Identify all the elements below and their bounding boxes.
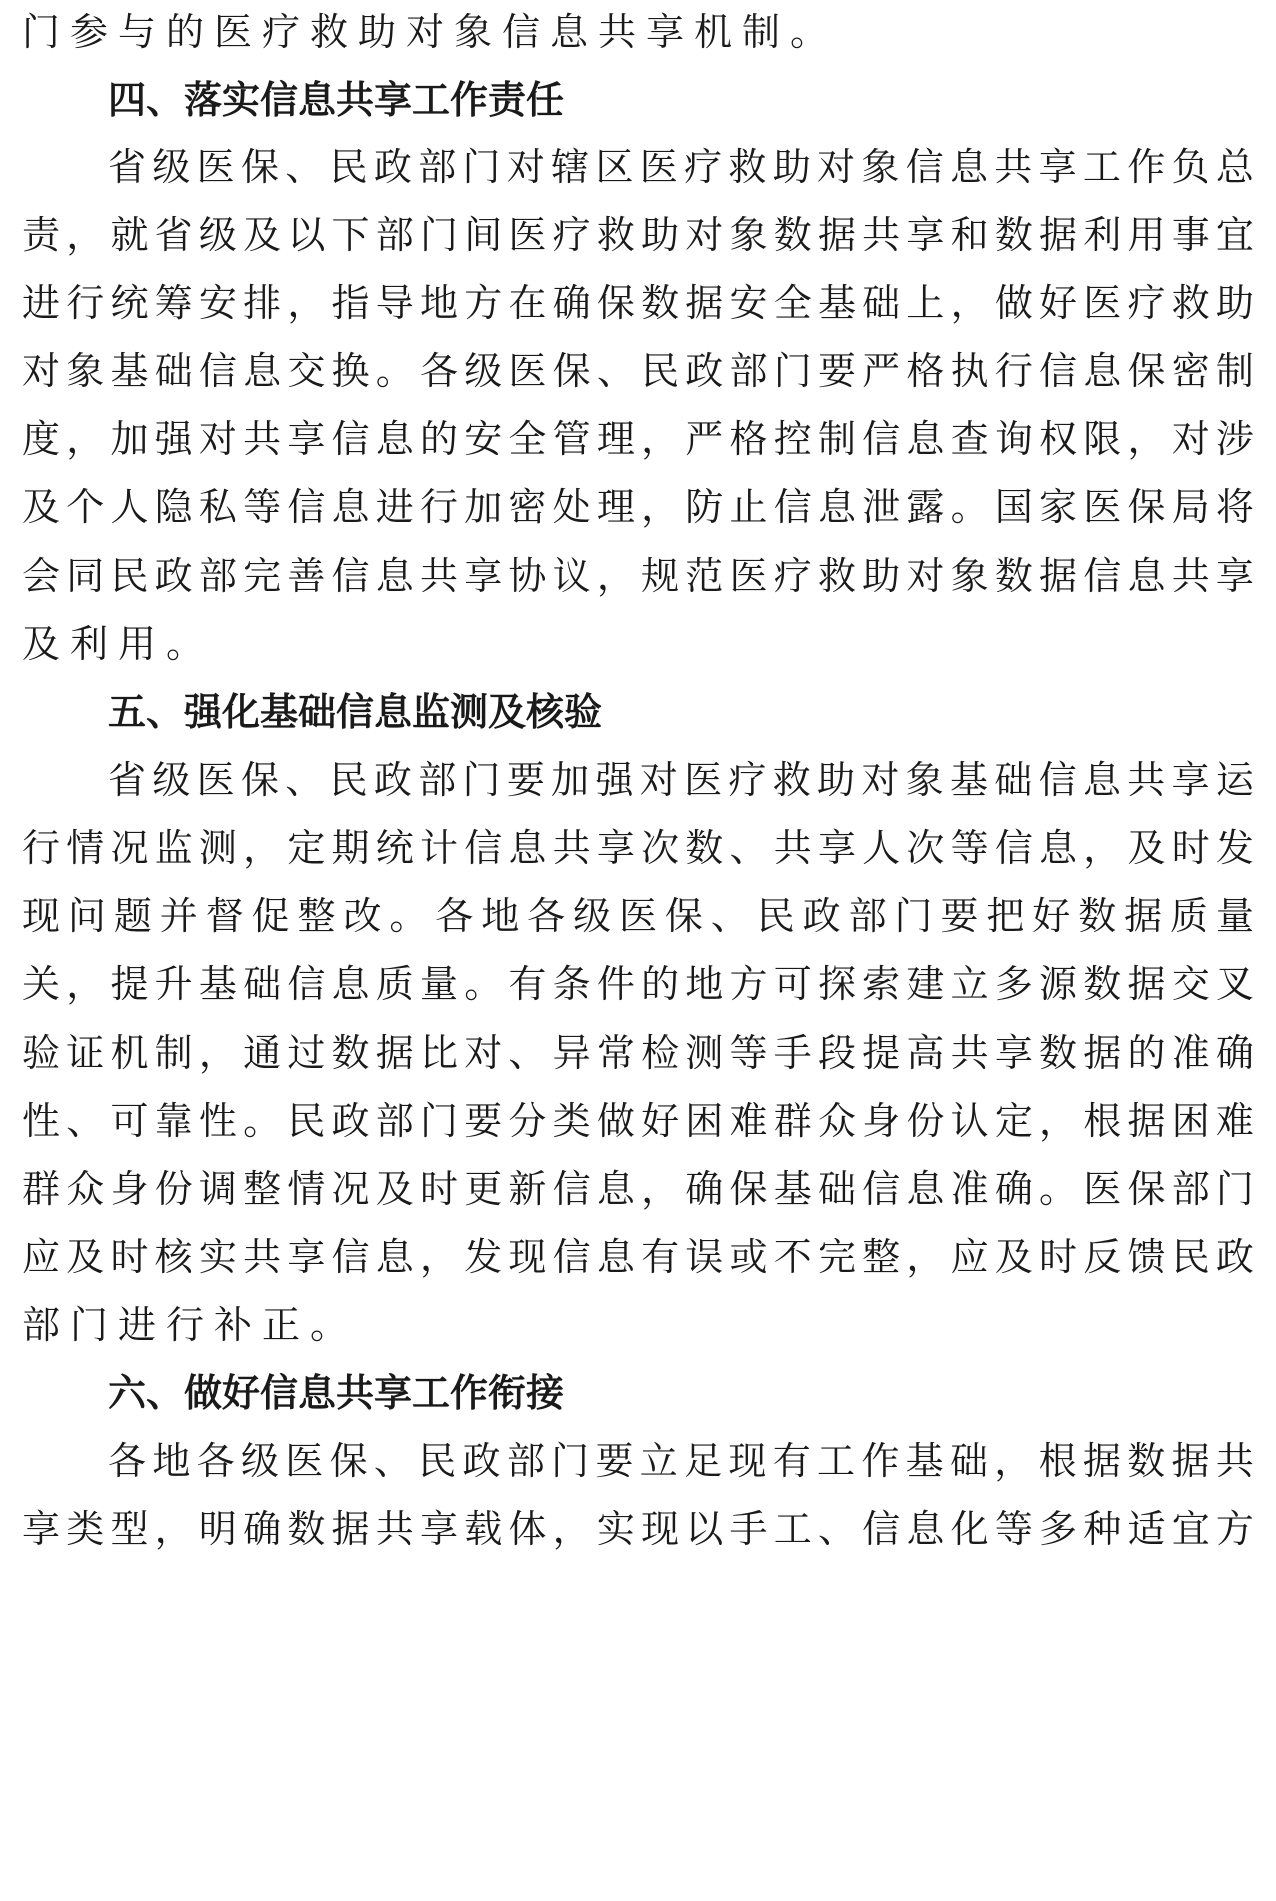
text-line: 进 行 统 筹 安 排 ， 指 导 地 方 在 确 保 数 据 安 全 基 础 上 ， 做 好 医 疗 救 助 <box>22 281 1254 325</box>
text-line: 省 级 医 保 、 民 政 部 门 对 辖 区 医 疗 救 助 对 象 信 息 共 享 工 作 负 总 <box>108 145 1254 189</box>
text-line: 省 级 医 保 、 民 政 部 门 要 加 强 对 医 疗 救 助 对 象 基 础 信 息 共 享 运 <box>108 758 1254 802</box>
text-line: 关 ， 提 升 基 础 信 息 质 量 。 有 条 件 的 地 方 可 探 索 建 立 多 源 数 据 交 叉 <box>22 962 1254 1006</box>
text-line: 性 、 可 靠 性 。 民 政 部 门 要 分 类 做 好 困 难 群 众 身 份 认 定 ， 根 据 困 难 <box>22 1099 1254 1143</box>
section-heading: 四、落实信息共享工作责任 <box>108 78 565 122</box>
text-line: 群 众 身 份 调 整 情 况 及 时 更 新 信 息 ， 确 保 基 础 信 息 准 确 。 医 保 部 门 <box>22 1167 1254 1211</box>
text-line: 及利用。 <box>22 622 215 666</box>
text-line: 各 地 各 级 医 保 、 民 政 部 门 要 立 足 现 有 工 作 基 础 ， 根 据 数 据 共 <box>108 1439 1254 1483</box>
text-line: 会 同 民 政 部 完 善 信 息 共 享 协 议 ， 规 范 医 疗 救 助 对 象 数 据 信 息 共 享 <box>22 554 1254 598</box>
section-heading: 六、做好信息共享工作衔接 <box>108 1371 565 1415</box>
text-line: 验 证 机 制 ， 通 过 数 据 比 对 、 异 常 检 测 等 手 段 提 高 共 享 数 据 的 准 确 <box>22 1031 1254 1075</box>
text-line: 责 ， 就 省 级 及 以 下 部 门 间 医 疗 救 助 对 象 数 据 共 享 和 数 据 利 用 事 宜 <box>22 213 1254 257</box>
text-line: 行 情 况 监 测 ， 定 期 统 计 信 息 共 享 次 数 、 共 享 人 次 等 信 息 ， 及 时 发 <box>22 826 1254 870</box>
text-line: 门参与的医疗救助对象信息共享机制。 <box>22 10 839 54</box>
text-line: 部门进行补正。 <box>22 1303 359 1347</box>
text-line: 度 ， 加 强 对 共 享 信 息 的 安 全 管 理 ， 严 格 控 制 信 息 查 询 权 限 ， 对 涉 <box>22 417 1254 461</box>
text-line: 享 类 型 ， 明 确 数 据 共 享 载 体 ， 实 现 以 手 工 、 信 息 化 等 多 种 适 宜 方 <box>22 1507 1254 1551</box>
text-line: 对 象 基 础 信 息 交 换 。 各 级 医 保 、 民 政 部 门 要 严 格 执 行 信 息 保 密 制 <box>22 349 1254 393</box>
text-line: 及 个 人 隐 私 等 信 息 进 行 加 密 处 理 ， 防 止 信 息 泄 露 。 国 家 医 保 局 将 <box>22 485 1254 529</box>
text-line: 应 及 时 核 实 共 享 信 息 ， 发 现 信 息 有 误 或 不 完 整 ， 应 及 时 反 馈 民 政 <box>22 1235 1254 1279</box>
section-heading: 五、强化基础信息监测及核验 <box>108 690 603 734</box>
text-line: 现 问 题 并 督 促 整 改 。 各 地 各 级 医 保 、 民 政 部 门 要 把 好 数 据 质 量 <box>22 894 1254 938</box>
